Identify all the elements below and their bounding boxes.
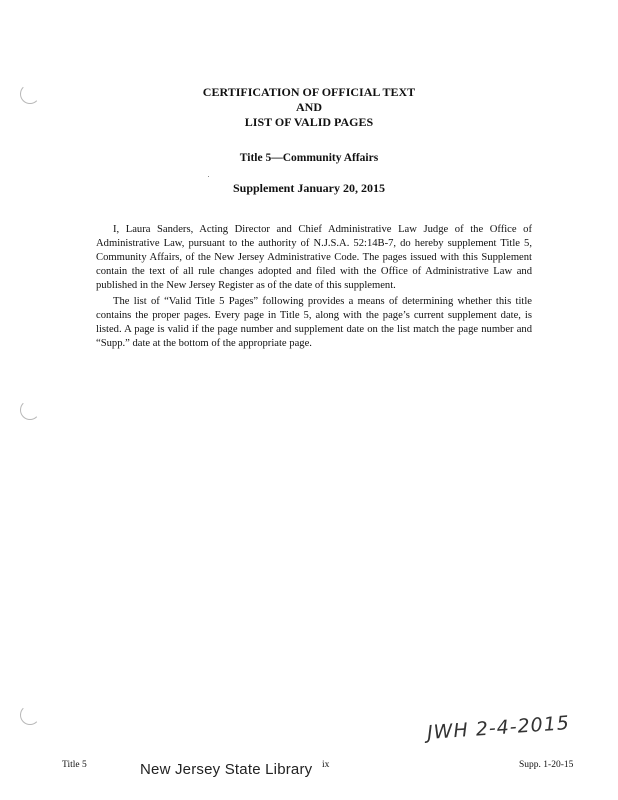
binder-hole-middle xyxy=(20,400,40,420)
certification-title-line1: CERTIFICATION OF OFFICIAL TEXT xyxy=(202,85,416,99)
handwritten-initials-date: JWH 2-4-2015 xyxy=(426,712,571,744)
scan-speck xyxy=(208,176,209,177)
library-stamp: New Jersey State Library xyxy=(140,761,313,778)
binder-hole-bottom xyxy=(20,705,40,725)
certification-title-line2: AND xyxy=(296,100,322,114)
footer-supplement: Supp. 1-20-15 xyxy=(519,760,574,770)
valid-pages-paragraph: The list of “Valid Title 5 Pages” following provides a means of determining whether this title contains the proper pages. Every page in Title 5, along with the page’s current supplement date, is listed. A page is valid if the page number and supplement date on the list match the page number and “Supp.” date at the bottom of the appropriate page. xyxy=(96,296,532,349)
certification-title-line3: LIST OF VALID PAGES xyxy=(244,115,374,129)
title-subtitle: Title 5—Community Affairs xyxy=(239,152,379,164)
supplement-date: Supplement January 20, 2015 xyxy=(232,181,386,195)
footer-page-number: ix xyxy=(322,760,330,770)
certification-paragraph: I, Laura Sanders, Acting Director and Chief Administrative Law Judge of the Office of Administrative Law, pursuant to the authority of N.J.S.A. 52:14B-7, do hereby supplement Title 5, Community Affairs, of the New Jersey Administrative Code. The pages issued with this Supplement contain the text of all rule changes adopted and filed with the Office of Administrative Law and published in the New Jersey Register as of the date of this supplement. xyxy=(96,224,532,291)
footer-title: Title 5 xyxy=(62,760,87,770)
